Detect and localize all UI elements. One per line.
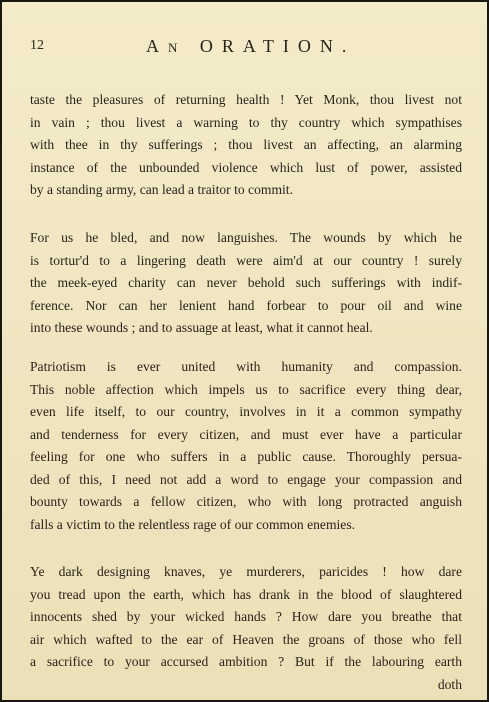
text-line: even life itself, to our country, involves in it a common sympathy xyxy=(30,404,462,419)
text-line: falls a victim to the relentless rage of our common enemies. xyxy=(30,516,356,532)
text-line: is tortur'd to a lingering death were aim'd at our country ! surely xyxy=(30,252,462,268)
text-line: Patriotism is ever united with humanity and compassion. xyxy=(30,359,462,374)
text-line: and tenderness for every citizen, and must ever have a particular xyxy=(30,426,462,442)
paragraph-4 xyxy=(30,561,462,696)
text-line: taste the pleasures of returning health ! Yet Monk, thou livest not xyxy=(30,92,462,107)
text-line: you tread upon the earth, which has drank in the blood of slaughtered xyxy=(30,586,462,602)
text-line: innocents shed by your wicked hands ? How dare you breathe that xyxy=(30,609,462,624)
text-line: Ye dark designing knaves, ye murderers, paricides ! how dare xyxy=(30,564,462,579)
text-line: by a standing army, can lead a traitor to commit. xyxy=(30,182,293,197)
text-line: For us he bled, and now languishes. The wounds by which he xyxy=(30,230,462,245)
catchword: doth xyxy=(437,676,462,692)
text-line: in vain ; thou livest a warning to thy country which sympathises xyxy=(30,114,462,130)
text-line: into these wounds ; and to assuage at least, what it cannot heal. xyxy=(30,320,373,335)
text-line: the meek-eyed charity can never behold such sufferings with indif- xyxy=(30,275,462,290)
paragraph-1 xyxy=(30,89,462,202)
text-line: a sacrifice to your accursed ambition ? But if the labouring earth xyxy=(30,654,462,669)
text-line: air which wafted to the ear of Heaven the groans of those who fell xyxy=(30,631,462,647)
text-line: bounty towards a fellow citizen, who with long protracted anguish xyxy=(30,494,462,509)
text-line: This noble affection which impels us to sacrifice every thing dear, xyxy=(30,381,462,397)
paragraph-2 xyxy=(30,227,462,340)
text-line: ded of this, I need not add a word to engage your compassion and xyxy=(30,471,462,487)
page-number: 12 xyxy=(30,38,44,53)
text-line: with thee in thy sufferings ; thou livest an affecting, an alarming xyxy=(30,137,462,152)
running-title: An ORATION. xyxy=(146,36,356,56)
page-header xyxy=(30,36,459,60)
text-line: instance of the unbounded violence which lust of power, assisted xyxy=(30,159,462,175)
paragraph-3 xyxy=(30,356,462,536)
text-line: ference. Nor can her lenient hand forbear to pour oil and wine xyxy=(30,297,462,313)
text-line: feeling for one who suffers in a public cause. Thoroughly persua- xyxy=(30,449,462,464)
